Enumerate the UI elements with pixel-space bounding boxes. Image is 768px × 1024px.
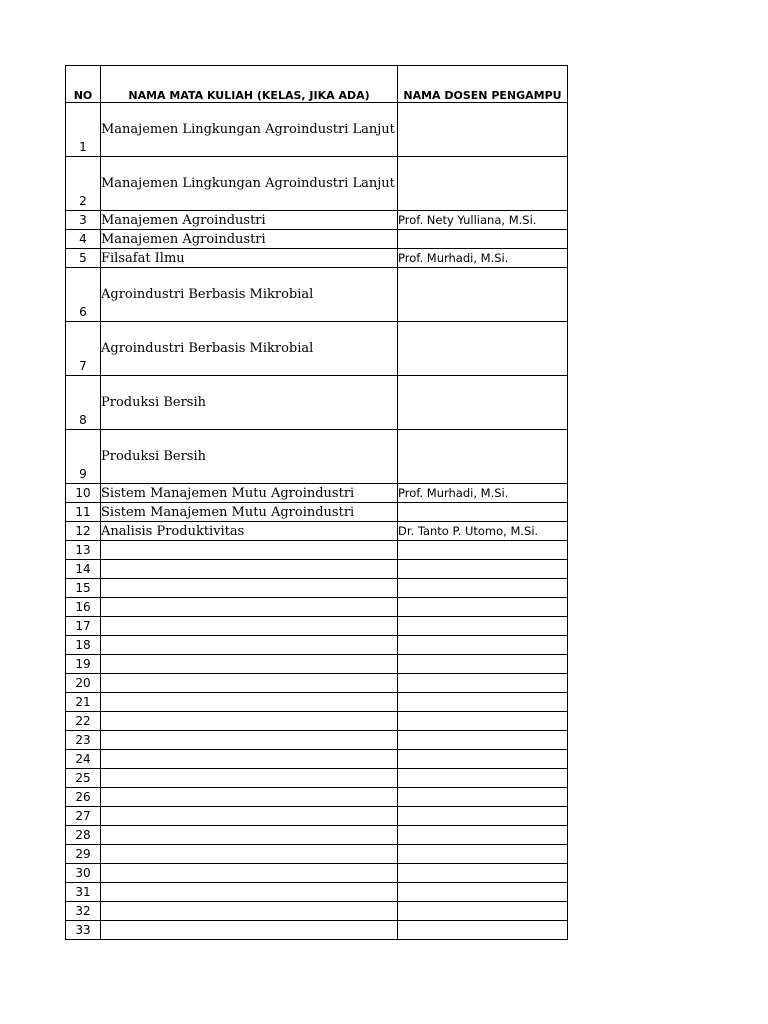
- row-number-cell[interactable]: 7: [66, 322, 101, 376]
- lecturer-name-cell[interactable]: [398, 655, 568, 674]
- row-number-cell[interactable]: 18: [66, 636, 101, 655]
- table-row: [66, 579, 568, 598]
- table-row: [66, 598, 568, 617]
- row-number-cell[interactable]: 3: [66, 211, 101, 230]
- table-row: [66, 541, 568, 560]
- row-number-cell[interactable]: 28: [66, 826, 101, 845]
- course-name-cell[interactable]: [101, 921, 398, 940]
- row-number-cell[interactable]: 1: [66, 103, 101, 157]
- row-number-cell[interactable]: 6: [66, 268, 101, 322]
- lecturer-name-cell[interactable]: [398, 579, 568, 598]
- row-number-cell[interactable]: 10: [66, 484, 101, 503]
- course-name-cell[interactable]: Manajemen Lingkungan Agroindustri Lanjut: [101, 157, 398, 211]
- lecturer-name-cell[interactable]: [398, 750, 568, 769]
- row-number-cell[interactable]: 17: [66, 617, 101, 636]
- table-row: [66, 807, 568, 826]
- row-number-cell[interactable]: 30: [66, 864, 101, 883]
- lecturer-name-cell[interactable]: [398, 902, 568, 921]
- table-row: [66, 103, 568, 157]
- table-row: [66, 230, 568, 249]
- row-number-cell[interactable]: 25: [66, 769, 101, 788]
- lecturer-name-cell[interactable]: [398, 674, 568, 693]
- course-name-cell[interactable]: [101, 864, 398, 883]
- course-name-cell[interactable]: Analisis Produktivitas: [101, 522, 398, 541]
- table-row: [66, 484, 568, 503]
- lecturer-name-cell[interactable]: Prof. Nety Yulliana, M.Si.: [398, 211, 568, 230]
- header-course-name[interactable]: NAMA MATA KULIAH (KELAS, JIKA ADA): [101, 66, 398, 103]
- course-name-cell[interactable]: [101, 750, 398, 769]
- lecturer-name-cell[interactable]: [398, 103, 568, 157]
- lecturer-name-cell[interactable]: [398, 712, 568, 731]
- table-row: [66, 503, 568, 522]
- table-row: [66, 617, 568, 636]
- course-name-cell[interactable]: [101, 807, 398, 826]
- lecturer-name-cell[interactable]: [398, 788, 568, 807]
- table-row: [66, 674, 568, 693]
- course-table-body: [66, 66, 568, 940]
- lecturer-name-cell[interactable]: [398, 560, 568, 579]
- lecturer-name-cell[interactable]: [398, 230, 568, 249]
- row-number-cell[interactable]: 4: [66, 230, 101, 249]
- row-number-cell[interactable]: 14: [66, 560, 101, 579]
- row-number-cell[interactable]: 15: [66, 579, 101, 598]
- lecturer-name-cell[interactable]: Dr. Tanto P. Utomo, M.Si.: [398, 522, 568, 541]
- lecturer-name-cell[interactable]: [398, 731, 568, 750]
- row-number-cell[interactable]: 19: [66, 655, 101, 674]
- header-lecturer-name[interactable]: NAMA DOSEN PENGAMPU: [398, 66, 568, 103]
- header-row: [66, 66, 568, 103]
- table-row: [66, 636, 568, 655]
- row-number-cell[interactable]: 26: [66, 788, 101, 807]
- lecturer-name-cell[interactable]: [398, 864, 568, 883]
- row-number-cell[interactable]: 12: [66, 522, 101, 541]
- row-number-cell[interactable]: 16: [66, 598, 101, 617]
- course-name-cell[interactable]: [101, 712, 398, 731]
- lecturer-name-cell[interactable]: [398, 268, 568, 322]
- lecturer-name-cell[interactable]: [398, 376, 568, 430]
- table-row: [66, 750, 568, 769]
- row-number-cell[interactable]: 20: [66, 674, 101, 693]
- row-number-cell[interactable]: 2: [66, 157, 101, 211]
- course-name-cell[interactable]: [101, 655, 398, 674]
- course-name-cell[interactable]: [101, 826, 398, 845]
- table-row: [66, 712, 568, 731]
- course-name-cell[interactable]: Produksi Bersih: [101, 430, 398, 484]
- lecturer-name-cell[interactable]: [398, 541, 568, 560]
- row-number-cell[interactable]: 31: [66, 883, 101, 902]
- row-number-cell[interactable]: 21: [66, 693, 101, 712]
- lecturer-name-cell[interactable]: [398, 322, 568, 376]
- course-name-cell[interactable]: Filsafat Ilmu: [101, 249, 398, 268]
- course-table: [65, 65, 568, 940]
- table-row: [66, 845, 568, 864]
- lecturer-name-cell[interactable]: [398, 617, 568, 636]
- course-name-cell[interactable]: [101, 541, 398, 560]
- lecturer-name-cell[interactable]: [398, 826, 568, 845]
- course-name-cell[interactable]: [101, 731, 398, 750]
- table-row: [66, 430, 568, 484]
- lecturer-name-cell[interactable]: [398, 157, 568, 211]
- course-name-cell[interactable]: [101, 560, 398, 579]
- lecturer-name-cell[interactable]: [398, 693, 568, 712]
- table-row: [66, 560, 568, 579]
- course-name-cell[interactable]: [101, 636, 398, 655]
- table-row: [66, 655, 568, 674]
- row-number-cell[interactable]: 9: [66, 430, 101, 484]
- row-number-cell[interactable]: 11: [66, 503, 101, 522]
- table-row: [66, 883, 568, 902]
- course-name-cell[interactable]: [101, 902, 398, 921]
- course-name-cell[interactable]: Manajemen Agroindustri: [101, 230, 398, 249]
- table-row: [66, 211, 568, 230]
- course-name-cell[interactable]: [101, 769, 398, 788]
- course-name-cell[interactable]: [101, 883, 398, 902]
- course-name-cell[interactable]: [101, 674, 398, 693]
- row-number-cell[interactable]: 13: [66, 541, 101, 560]
- lecturer-name-cell[interactable]: [398, 636, 568, 655]
- table-row: [66, 788, 568, 807]
- lecturer-name-cell[interactable]: [398, 598, 568, 617]
- lecturer-name-cell[interactable]: [398, 883, 568, 902]
- table-row: [66, 249, 568, 268]
- course-name-cell[interactable]: Manajemen Lingkungan Agroindustri Lanjut: [101, 103, 398, 157]
- table-row: [66, 921, 568, 940]
- course-name-cell[interactable]: Produksi Bersih: [101, 376, 398, 430]
- row-number-cell[interactable]: 23: [66, 731, 101, 750]
- row-number-cell[interactable]: 22: [66, 712, 101, 731]
- table-row: [66, 268, 568, 322]
- table-row: [66, 157, 568, 211]
- course-name-cell[interactable]: Agroindustri Berbasis Mikrobial: [101, 322, 398, 376]
- table-row: [66, 864, 568, 883]
- course-name-cell[interactable]: [101, 598, 398, 617]
- header-no[interactable]: NO: [66, 66, 101, 103]
- lecturer-name-cell[interactable]: [398, 921, 568, 940]
- table-row: [66, 769, 568, 788]
- row-number-cell[interactable]: 5: [66, 249, 101, 268]
- lecturer-name-cell[interactable]: [398, 503, 568, 522]
- table-row: [66, 731, 568, 750]
- row-number-cell[interactable]: 27: [66, 807, 101, 826]
- course-name-cell[interactable]: Manajemen Agroindustri: [101, 211, 398, 230]
- lecturer-name-cell[interactable]: Prof. Murhadi, M.Si.: [398, 484, 568, 503]
- table-row: [66, 693, 568, 712]
- lecturer-name-cell[interactable]: [398, 845, 568, 864]
- lecturer-name-cell[interactable]: [398, 807, 568, 826]
- course-name-cell[interactable]: Sistem Manajemen Mutu Agroindustri: [101, 503, 398, 522]
- course-name-cell[interactable]: [101, 617, 398, 636]
- row-number-cell[interactable]: 24: [66, 750, 101, 769]
- row-number-cell[interactable]: 33: [66, 921, 101, 940]
- lecturer-name-cell[interactable]: [398, 769, 568, 788]
- row-number-cell[interactable]: 29: [66, 845, 101, 864]
- lecturer-name-cell[interactable]: Prof. Murhadi, M.Si.: [398, 249, 568, 268]
- row-number-cell[interactable]: 32: [66, 902, 101, 921]
- row-number-cell[interactable]: 8: [66, 376, 101, 430]
- table-row: [66, 522, 568, 541]
- course-name-cell[interactable]: [101, 788, 398, 807]
- course-name-cell[interactable]: [101, 845, 398, 864]
- table-row: [66, 826, 568, 845]
- table-row: [66, 902, 568, 921]
- course-name-cell[interactable]: Agroindustri Berbasis Mikrobial: [101, 268, 398, 322]
- course-name-cell[interactable]: [101, 693, 398, 712]
- table-row: [66, 376, 568, 430]
- table-row: [66, 322, 568, 376]
- lecturer-name-cell[interactable]: [398, 430, 568, 484]
- course-name-cell[interactable]: [101, 579, 398, 598]
- course-name-cell[interactable]: Sistem Manajemen Mutu Agroindustri: [101, 484, 398, 503]
